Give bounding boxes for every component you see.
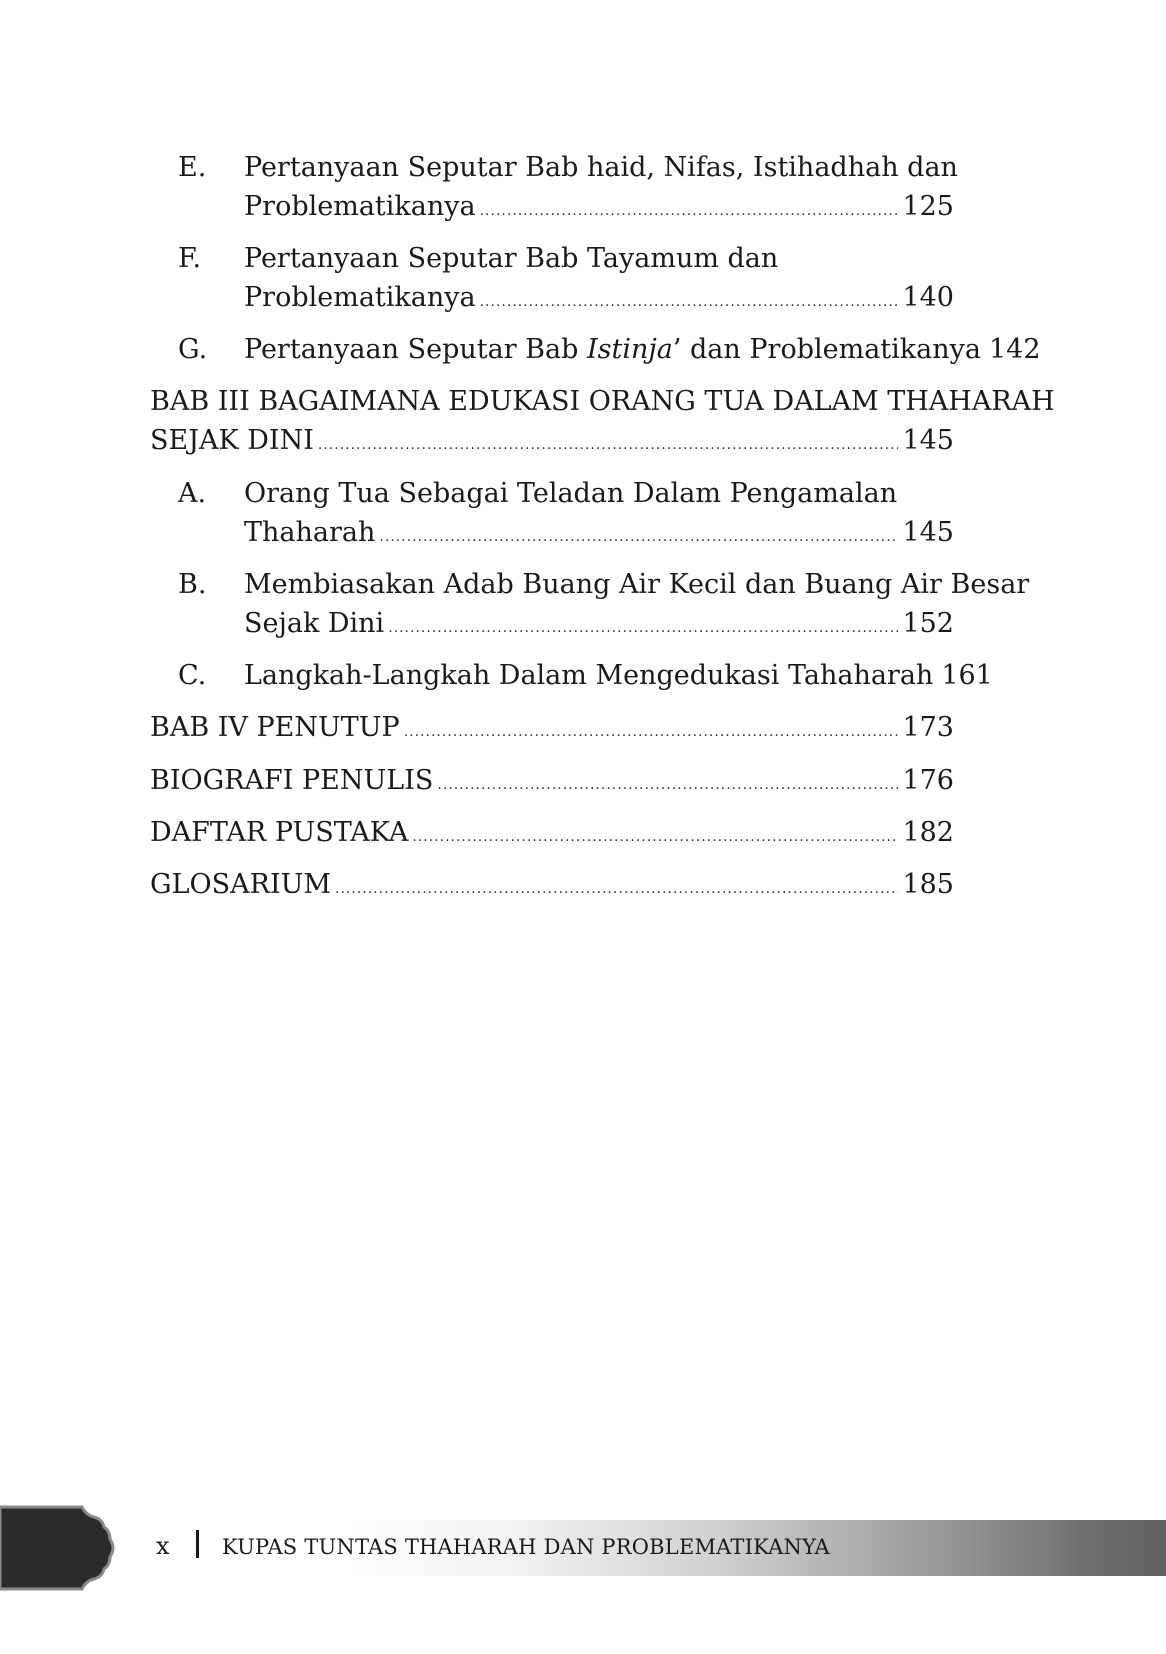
toc-page-number: 140 bbox=[902, 282, 954, 313]
toc-label-g: G. bbox=[178, 334, 208, 365]
toc-italic-term: Istinja bbox=[586, 334, 673, 365]
toc-chapter-text: BAB III BAGAIMANA EDUKASI ORANG TUA DALAM THAHARAH bbox=[150, 386, 1055, 417]
toc-entry-text: Problematikanya bbox=[244, 191, 476, 222]
toc-page-number: 182 bbox=[902, 817, 954, 848]
dot-leader bbox=[412, 820, 898, 854]
toc-entry-g[interactable] bbox=[244, 333, 1041, 367]
toc-label-f: F. bbox=[178, 243, 202, 274]
toc-chapter-text: BIOGRAFI PENULIS bbox=[150, 765, 434, 796]
toc-page-number: 145 bbox=[902, 425, 954, 456]
toc-chapter-4[interactable] bbox=[150, 711, 954, 745]
footer-divider bbox=[196, 1530, 199, 1558]
toc-chapter-text: DAFTAR PUSTAKA bbox=[150, 817, 409, 848]
footer-page-number: x bbox=[156, 1532, 170, 1560]
toc-label-c: C. bbox=[178, 660, 207, 691]
toc-entry-f-line1 bbox=[244, 242, 954, 276]
dot-leader bbox=[404, 715, 899, 749]
dot-leader bbox=[480, 194, 899, 228]
toc-text-part: Pertanyaan Seputar Bab bbox=[244, 334, 587, 365]
toc-entry-text: Pertanyaan Seputar Bab haid, Nifas, Istihadhah dan bbox=[244, 152, 958, 183]
toc-text-part: ’ dan Problematikanya bbox=[672, 334, 981, 365]
toc-glosarium[interactable] bbox=[150, 868, 954, 902]
toc-page-number: 142 bbox=[989, 334, 1041, 365]
footer-book-title: KUPAS TUNTAS THAHARAH DAN PROBLEMATIKANYA bbox=[222, 1535, 830, 1559]
toc-entry-a[interactable] bbox=[244, 516, 954, 550]
toc-label-b: B. bbox=[178, 569, 207, 600]
toc-entry-text: Thaharah bbox=[244, 517, 376, 548]
toc-entry-text: Orang Tua Sebagai Teladan Dalam Pengamalan bbox=[244, 478, 898, 509]
toc-daftar-pustaka[interactable] bbox=[150, 816, 954, 850]
toc-entry-e-line1 bbox=[244, 151, 958, 185]
toc-entry-text: Problematikanya bbox=[244, 282, 476, 313]
toc-page-number: 185 bbox=[902, 869, 954, 900]
toc-entry-text bbox=[244, 333, 981, 367]
dot-leader bbox=[335, 872, 898, 906]
dot-leader bbox=[318, 428, 899, 462]
dot-leader bbox=[379, 520, 898, 554]
toc-entry-text: Membiasakan Adab Buang Air Kecil dan Buang Air Besar bbox=[244, 569, 1030, 600]
toc-entry-text: Sejak Dini bbox=[244, 608, 385, 639]
toc-page-number: 145 bbox=[902, 517, 954, 548]
toc-page-number: 161 bbox=[941, 660, 993, 691]
toc-entry-b-line1 bbox=[244, 568, 1030, 602]
toc-page-number: 176 bbox=[902, 765, 954, 796]
toc-entry-b[interactable] bbox=[244, 607, 954, 641]
toc-page-number: 173 bbox=[902, 712, 954, 743]
toc-entry-f[interactable] bbox=[244, 281, 954, 315]
toc-label-e: E. bbox=[178, 152, 207, 183]
toc-chapter-text: BAB IV PENUTUP bbox=[150, 712, 400, 743]
toc-entry-a-line1 bbox=[244, 477, 954, 511]
toc-chapter-text: GLOSARIUM bbox=[150, 869, 332, 900]
toc-page-number: 152 bbox=[902, 608, 954, 639]
toc-page-number: 125 bbox=[902, 191, 954, 222]
dot-leader bbox=[480, 285, 899, 319]
toc-biografi[interactable] bbox=[150, 764, 954, 798]
toc-entry-text: Pertanyaan Seputar Bab Tayamum dan bbox=[244, 243, 779, 274]
toc-entry-c[interactable] bbox=[244, 659, 993, 693]
footer-ornament-badge-icon bbox=[0, 1505, 120, 1591]
toc-chapter-3[interactable] bbox=[150, 424, 954, 458]
toc-label-a: A. bbox=[178, 478, 207, 509]
toc-entry-text: Langkah-Langkah Dalam Mengedukasi Tahaharah bbox=[244, 660, 934, 691]
dot-leader bbox=[437, 768, 898, 802]
dot-leader bbox=[388, 611, 898, 645]
toc-chapter-3-line1 bbox=[150, 385, 1055, 419]
toc-entry-e[interactable] bbox=[244, 190, 954, 224]
toc-chapter-text: SEJAK DINI bbox=[150, 425, 314, 456]
